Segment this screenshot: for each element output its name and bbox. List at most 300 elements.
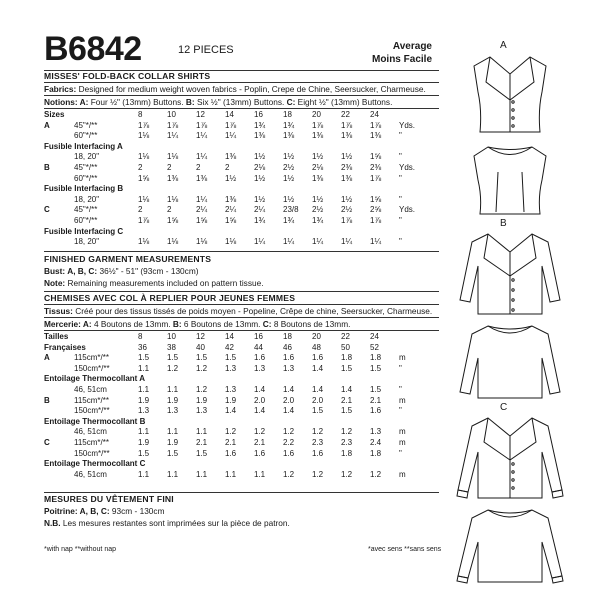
size-cell: 10 bbox=[167, 110, 176, 119]
yardage-cell: 1½ bbox=[341, 194, 353, 204]
size-cell: 12 bbox=[196, 110, 205, 119]
yardage-row bbox=[44, 427, 419, 438]
yardage-cell: 2.1 bbox=[254, 437, 266, 447]
footnote-english: *with nap **without nap bbox=[44, 546, 116, 553]
fabric-width bbox=[44, 470, 138, 481]
yardage-cell: 1.1 bbox=[167, 469, 179, 479]
english-bust: Bust: A, B, C: 36½" - 51" (93cm - 130cm) bbox=[44, 266, 199, 276]
sizes-label: Tailles bbox=[44, 332, 69, 341]
interfacing-label: Fusible Interfacing B bbox=[44, 184, 124, 194]
yardage-cell: 2⅛ bbox=[254, 162, 266, 172]
english-notions: Notions: A: Four ½" (13mm) Buttons. B: Six ½" (13mm) Buttons. C: Eight ½" (13mm) Buttons. bbox=[44, 97, 393, 107]
yardage-row bbox=[44, 364, 419, 375]
yardage-cell: 2 bbox=[138, 205, 143, 215]
yardage-cell: 1⅝ bbox=[138, 173, 150, 183]
interfacing-header-row bbox=[44, 374, 419, 385]
size-cell: 20 bbox=[312, 332, 321, 341]
interfacing-header-row bbox=[44, 142, 419, 153]
size-cell: 8 bbox=[138, 332, 143, 341]
size-cell: 14 bbox=[225, 110, 234, 119]
unit-cell: m bbox=[399, 469, 406, 479]
yardage-cell: 1⅞ bbox=[225, 120, 237, 130]
yardage-cell: 1.6 bbox=[283, 353, 295, 363]
view-b-back bbox=[460, 326, 560, 398]
yardage-cell: 1.2 bbox=[341, 427, 353, 437]
yardage-cell: 1⅛ bbox=[138, 237, 150, 247]
yardage-row bbox=[44, 205, 419, 216]
yardage-cell: 1⅜ bbox=[225, 194, 237, 204]
yardage-cell: 2⅜ bbox=[370, 162, 382, 172]
unit-cell: " bbox=[399, 384, 402, 394]
yardage-cell: 1¾ bbox=[283, 215, 295, 225]
view-letter: C bbox=[44, 205, 50, 215]
english-yardage-table bbox=[44, 110, 419, 248]
footnote-french: *avec sens **sans sens bbox=[368, 546, 442, 553]
view-label-c: C bbox=[500, 402, 508, 413]
english-note: Note: Remaining measurements included on pattern tissue. bbox=[44, 278, 264, 288]
yardage-cell: 2¼ bbox=[196, 205, 208, 215]
yardage-cell: 1⅜ bbox=[225, 152, 237, 162]
unit-cell: " bbox=[399, 173, 402, 183]
yardage-cell: 1.4 bbox=[341, 384, 353, 394]
yardage-cell: 1.3 bbox=[225, 363, 237, 373]
view-letter: A bbox=[44, 353, 50, 363]
unit-cell: m bbox=[399, 395, 406, 405]
view-letter: C bbox=[44, 437, 50, 447]
yardage-cell: 1.2 bbox=[283, 469, 295, 479]
view-letter: A bbox=[44, 120, 50, 130]
yardage-cell: 1¾ bbox=[283, 120, 295, 130]
yardage-cell: 2.0 bbox=[283, 395, 295, 405]
yardage-cell: 1⅜ bbox=[341, 131, 353, 141]
yardage-cell: 1¼ bbox=[225, 131, 237, 141]
size-cell: 16 bbox=[254, 110, 263, 119]
yardage-cell: 1⅜ bbox=[370, 131, 382, 141]
fabric-width-text: 18, 20" bbox=[74, 152, 100, 162]
yardage-row bbox=[44, 163, 419, 174]
size-cell: 8 bbox=[138, 110, 143, 119]
view-c-illustration bbox=[450, 414, 570, 584]
fabric-width-text: 46, 51cm bbox=[74, 427, 107, 437]
yardage-cell: 1⅞ bbox=[370, 120, 382, 130]
yardage-cell: 1.4 bbox=[283, 384, 295, 394]
pattern-number: B6842 bbox=[44, 30, 142, 68]
fabric-width bbox=[44, 131, 138, 142]
yardage-cell: 1.5 bbox=[196, 353, 208, 363]
yardage-cell: 2½ bbox=[312, 205, 324, 215]
yardage-cell: 1⅛ bbox=[138, 194, 150, 204]
unit-cell: Yds. bbox=[399, 120, 416, 130]
view-a-back bbox=[474, 147, 546, 214]
yardage-cell: 1.2 bbox=[196, 384, 208, 394]
yardage-cell: 2.0 bbox=[254, 395, 266, 405]
french-notions: Mercerie: A: 4 Boutons de 13mm. B: 6 Boutons de 13mm. C: 8 Boutons de 13mm. bbox=[44, 319, 351, 329]
yardage-cell: 1.1 bbox=[167, 384, 179, 394]
fabric-width bbox=[44, 449, 138, 460]
divider bbox=[44, 492, 439, 493]
unit-cell: " bbox=[399, 131, 402, 141]
yardage-cell: 1.5 bbox=[341, 406, 353, 416]
yardage-cell: 2⅝ bbox=[370, 205, 382, 215]
yardage-cell: 1.1 bbox=[138, 363, 150, 373]
fabric-width bbox=[44, 216, 138, 227]
yardage-cell: 1½ bbox=[283, 152, 295, 162]
yardage-cell: 1.3 bbox=[370, 427, 382, 437]
interfacing-label: Fusible Interfacing C bbox=[44, 226, 124, 236]
yardage-row bbox=[44, 353, 419, 364]
view-a-illustration bbox=[450, 52, 570, 217]
interfacing-label: Fusible Interfacing A bbox=[44, 141, 123, 151]
size-cell: 20 bbox=[312, 110, 321, 119]
yardage-cell: 1.5 bbox=[370, 384, 382, 394]
yardage-cell: 1½ bbox=[254, 173, 266, 183]
size-header-row bbox=[44, 332, 419, 343]
fabric-width-text: 18, 20" bbox=[74, 237, 100, 247]
yardage-row bbox=[44, 385, 419, 396]
yardage-cell: 1.3 bbox=[225, 384, 237, 394]
fabric-width bbox=[44, 237, 138, 248]
yardage-cell: 1.1 bbox=[225, 469, 237, 479]
divider bbox=[44, 291, 439, 292]
size-cell: 22 bbox=[341, 332, 350, 341]
size-cell: 24 bbox=[370, 332, 379, 341]
yardage-cell: 1½ bbox=[312, 152, 324, 162]
yardage-cell: 1.1 bbox=[196, 469, 208, 479]
yardage-cell: 1⅛ bbox=[196, 237, 208, 247]
yardage-cell: 1.5 bbox=[138, 353, 150, 363]
yardage-cell: 1.4 bbox=[283, 406, 295, 416]
yardage-cell: 2.1 bbox=[370, 395, 382, 405]
unit-cell: " bbox=[399, 152, 402, 162]
yardage-cell: 1⅛ bbox=[138, 152, 150, 162]
unit-cell: m bbox=[399, 437, 406, 447]
size-cell: 48 bbox=[312, 342, 321, 352]
yardage-row bbox=[44, 449, 419, 460]
yardage-cell: 1¼ bbox=[254, 237, 266, 247]
yardage-cell: 2 bbox=[138, 162, 143, 172]
english-title: MISSES' FOLD-BACK COLLAR SHIRTS bbox=[44, 71, 211, 81]
yardage-cell: 1.1 bbox=[254, 469, 266, 479]
fabric-width: 45"*/** bbox=[74, 120, 98, 130]
yardage-cell: 1⅛ bbox=[167, 237, 179, 247]
yardage-row bbox=[44, 174, 419, 185]
view-letter: B bbox=[44, 395, 50, 405]
fabric-width: 45"*/** bbox=[74, 205, 98, 215]
yardage-cell: 1.2 bbox=[312, 469, 324, 479]
yardage-cell: 1.5 bbox=[138, 448, 150, 458]
yardage-row bbox=[44, 470, 419, 481]
yardage-cell: 2.1 bbox=[225, 437, 237, 447]
yardage-cell: 1⅞ bbox=[370, 215, 382, 225]
divider bbox=[44, 251, 439, 252]
size-cell: 16 bbox=[254, 332, 263, 341]
interfacing-label: Entoilage Thermocollant C bbox=[44, 459, 146, 469]
size-cell: 18 bbox=[283, 332, 292, 341]
unit-cell: " bbox=[399, 194, 402, 204]
yardage-cell: 1.3 bbox=[196, 406, 208, 416]
view-a-front bbox=[474, 57, 546, 132]
view-row-label bbox=[44, 121, 138, 132]
interfacing-header-row bbox=[44, 417, 419, 428]
yardage-cell: 1.5 bbox=[167, 353, 179, 363]
yardage-cell: 1.2 bbox=[167, 363, 179, 373]
fabric-width: 115cm*/** bbox=[74, 353, 109, 363]
view-row-label bbox=[44, 353, 138, 364]
yardage-cell: 1⅞ bbox=[167, 120, 179, 130]
view-b-front bbox=[460, 234, 560, 314]
view-label-a: A bbox=[500, 40, 507, 51]
yardage-row bbox=[44, 396, 419, 407]
yardage-cell: 1⅞ bbox=[341, 215, 353, 225]
yardage-cell: 1½ bbox=[254, 152, 266, 162]
yardage-cell: 2 bbox=[196, 162, 201, 172]
yardage-cell: 1.2 bbox=[370, 469, 382, 479]
view-letter: B bbox=[44, 162, 50, 172]
yardage-row bbox=[44, 237, 419, 248]
yardage-cell: 1.1 bbox=[138, 469, 150, 479]
yardage-cell: 1.8 bbox=[370, 353, 382, 363]
yardage-cell: 1.5 bbox=[225, 353, 237, 363]
size-cell: 14 bbox=[225, 332, 234, 341]
yardage-cell: 1.3 bbox=[283, 363, 295, 373]
french-bust: Poitrine: A, B, C: 93cm - 130cm bbox=[44, 506, 165, 516]
yardage-row bbox=[44, 195, 419, 206]
unit-cell: Yds. bbox=[399, 162, 416, 172]
yardage-cell: 1⅝ bbox=[196, 215, 208, 225]
yardage-cell: 1.5 bbox=[196, 448, 208, 458]
yardage-cell: 1.6 bbox=[283, 448, 295, 458]
size-cell: 24 bbox=[370, 110, 379, 119]
yardage-cell: 1¼ bbox=[283, 237, 295, 247]
fabric-width bbox=[44, 364, 138, 375]
yardage-cell: 1¼ bbox=[196, 152, 208, 162]
yardage-cell: 1.4 bbox=[312, 363, 324, 373]
yardage-cell: 1.5 bbox=[312, 406, 324, 416]
yardage-cell: 1¼ bbox=[196, 194, 208, 204]
french-note: N.B. Les mesures restantes sont imprimées sur la pièce de patron. bbox=[44, 518, 290, 528]
yardage-cell: 1.3 bbox=[254, 363, 266, 373]
view-b-illustration bbox=[450, 230, 570, 400]
difficulty-fr: Moins Facile bbox=[371, 54, 432, 65]
yardage-cell: 2⅛ bbox=[312, 162, 324, 172]
yardage-cell: 1.4 bbox=[225, 406, 237, 416]
yardage-cell: 1.9 bbox=[196, 395, 208, 405]
yardage-cell: 1.2 bbox=[312, 427, 324, 437]
yardage-cell: 1⅛ bbox=[167, 152, 179, 162]
yardage-cell: 1.6 bbox=[254, 448, 266, 458]
fabric-width bbox=[44, 385, 138, 396]
yardage-cell: 1⅞ bbox=[138, 120, 150, 130]
yardage-cell: 1⅝ bbox=[225, 215, 237, 225]
unit-cell: m bbox=[399, 353, 406, 363]
yardage-cell: 1.4 bbox=[254, 406, 266, 416]
french-title: CHEMISES AVEC COL À REPLIER POUR JEUNES FEMMES bbox=[44, 293, 296, 303]
fabric-width-text: 60"*/** bbox=[74, 131, 98, 141]
sizes-label: Sizes bbox=[44, 110, 65, 119]
yardage-cell: 2 bbox=[225, 162, 230, 172]
piece-count: 12 PIECES bbox=[178, 44, 234, 56]
yardage-cell: 1.9 bbox=[167, 395, 179, 405]
yardage-cell: 1⅜ bbox=[254, 131, 266, 141]
fabric-width-text: 150cm*/** bbox=[74, 406, 110, 416]
view-row-label bbox=[44, 205, 138, 216]
yardage-cell: 1.3 bbox=[138, 406, 150, 416]
yardage-cell: 2¼ bbox=[254, 205, 266, 215]
yardage-cell: 1.1 bbox=[167, 427, 179, 437]
yardage-cell: 1⅞ bbox=[196, 120, 208, 130]
yardage-cell: 1.2 bbox=[341, 469, 353, 479]
yardage-cell: 1.8 bbox=[341, 448, 353, 458]
interfacing-label: Entoilage Thermocollant A bbox=[44, 374, 146, 384]
size-cell: 52 bbox=[370, 342, 379, 352]
yardage-cell: 1.9 bbox=[167, 437, 179, 447]
yardage-cell: 1.9 bbox=[138, 437, 150, 447]
yardage-cell: 1⅜ bbox=[167, 173, 179, 183]
fabric-width bbox=[44, 195, 138, 206]
unit-cell: " bbox=[399, 406, 402, 416]
size-cell: 42 bbox=[225, 342, 234, 352]
yardage-cell: 1.5 bbox=[370, 363, 382, 373]
yardage-cell: 1½ bbox=[283, 194, 295, 204]
view-row-label bbox=[44, 396, 138, 407]
yardage-cell: 1¼ bbox=[167, 131, 179, 141]
yardage-cell: 2.2 bbox=[283, 437, 295, 447]
divider bbox=[44, 304, 439, 305]
divider bbox=[44, 330, 439, 331]
unit-cell: " bbox=[399, 237, 402, 247]
fabric-width: 115cm*/** bbox=[74, 437, 109, 447]
fabric-width-text: 46, 51cm bbox=[74, 469, 107, 479]
yardage-cell: 1½ bbox=[254, 194, 266, 204]
yardage-cell: 2 bbox=[167, 162, 172, 172]
divider bbox=[44, 82, 439, 83]
yardage-cell: 1.6 bbox=[370, 406, 382, 416]
size-header-row bbox=[44, 110, 419, 121]
yardage-cell: 1.1 bbox=[138, 427, 150, 437]
size-cell: 50 bbox=[341, 342, 350, 352]
size-cell: 36 bbox=[138, 342, 147, 352]
yardage-cell: 1⅞ bbox=[138, 215, 150, 225]
fabric-width-text: 18, 20" bbox=[74, 194, 100, 204]
yardage-cell: 1.2 bbox=[225, 427, 237, 437]
yardage-cell: 2.1 bbox=[341, 395, 353, 405]
yardage-cell: 2⅜ bbox=[341, 162, 353, 172]
yardage-cell: 1¼ bbox=[341, 237, 353, 247]
yardage-cell: 1½ bbox=[312, 194, 324, 204]
fabric-width: 115cm*/** bbox=[74, 395, 109, 405]
unit-cell: " bbox=[399, 448, 402, 458]
divider bbox=[44, 95, 439, 96]
view-c-back bbox=[457, 510, 563, 583]
french-size-header-row bbox=[44, 343, 419, 354]
yardage-cell: 1.5 bbox=[341, 363, 353, 373]
size-cell: 12 bbox=[196, 332, 205, 341]
yardage-cell: 2.1 bbox=[196, 437, 208, 447]
interfacing-header-row bbox=[44, 227, 419, 238]
unit-cell: " bbox=[399, 215, 402, 225]
yardage-cell: 1⅞ bbox=[312, 120, 324, 130]
size-cell: 38 bbox=[167, 342, 176, 352]
yardage-cell: 1⅜ bbox=[312, 131, 324, 141]
yardage-cell: 1.6 bbox=[312, 353, 324, 363]
yardage-cell: 1¼ bbox=[196, 131, 208, 141]
divider bbox=[44, 317, 439, 318]
interfacing-header-row bbox=[44, 459, 419, 470]
yardage-cell: 1.2 bbox=[196, 363, 208, 373]
yardage-cell: 2.0 bbox=[312, 395, 324, 405]
yardage-cell: 1¾ bbox=[254, 215, 266, 225]
fabric-width bbox=[44, 152, 138, 163]
fabric-width bbox=[44, 406, 138, 417]
yardage-cell: 1¾ bbox=[312, 215, 324, 225]
fabric-width: 45"*/** bbox=[74, 162, 98, 172]
fabric-width-text: 150cm*/** bbox=[74, 448, 110, 458]
yardage-cell: 1.6 bbox=[225, 448, 237, 458]
english-finished-title: FINISHED GARMENT MEASUREMENTS bbox=[44, 254, 212, 264]
french-fabrics: Tissus: Créé pour des tissus tissés de poids moyen - Popeline, Crêpe de chine, Seersucker, Charmeuse. bbox=[44, 306, 433, 316]
yardage-cell: 2¼ bbox=[225, 205, 237, 215]
yardage-row bbox=[44, 216, 419, 227]
yardage-cell: 1½ bbox=[341, 152, 353, 162]
yardage-cell: 2½ bbox=[283, 162, 295, 172]
yardage-cell: 1.9 bbox=[138, 395, 150, 405]
fabric-width-text: 60"*/** bbox=[74, 215, 98, 225]
interfacing-header-row bbox=[44, 184, 419, 195]
size-cell: 40 bbox=[196, 342, 205, 352]
yardage-cell: 1.1 bbox=[196, 427, 208, 437]
yardage-cell: 1.4 bbox=[312, 384, 324, 394]
yardage-row bbox=[44, 438, 419, 449]
yardage-cell: 2.4 bbox=[370, 437, 382, 447]
yardage-row bbox=[44, 121, 419, 132]
yardage-cell: 1.5 bbox=[167, 448, 179, 458]
yardage-cell: 23/8 bbox=[283, 205, 299, 215]
yardage-cell: 1½ bbox=[225, 173, 237, 183]
yardage-cell: 1.8 bbox=[341, 353, 353, 363]
yardage-cell: 1¼ bbox=[370, 237, 382, 247]
yardage-cell: 1⅜ bbox=[312, 173, 324, 183]
yardage-cell: 2.3 bbox=[312, 437, 324, 447]
french-finished-title: MESURES DU VÊTEMENT FINI bbox=[44, 494, 174, 504]
yardage-cell: 1.8 bbox=[370, 448, 382, 458]
french-metrage-table bbox=[44, 332, 419, 480]
view-row-label bbox=[44, 163, 138, 174]
view-label-b: B bbox=[500, 218, 507, 229]
size-cell: 10 bbox=[167, 332, 176, 341]
yardage-cell: 2.3 bbox=[341, 437, 353, 447]
interfacing-label: Entoilage Thermocollant B bbox=[44, 416, 146, 426]
size-cell: 22 bbox=[341, 110, 350, 119]
yardage-cell: 2 bbox=[167, 205, 172, 215]
fabric-width-text: 150cm*/** bbox=[74, 363, 110, 373]
yardage-cell: 1⅛ bbox=[225, 237, 237, 247]
yardage-cell: 1⅞ bbox=[341, 120, 353, 130]
difficulty-en: Average bbox=[392, 41, 432, 52]
yardage-cell: 1⅜ bbox=[196, 173, 208, 183]
yardage-cell: 1⅞ bbox=[370, 173, 382, 183]
yardage-cell: 1.2 bbox=[254, 427, 266, 437]
yardage-cell: 1⅝ bbox=[370, 194, 382, 204]
yardage-cell: 1⅝ bbox=[370, 152, 382, 162]
yardage-row bbox=[44, 152, 419, 163]
unit-cell: Yds. bbox=[399, 205, 416, 215]
yardage-cell: 1⅛ bbox=[138, 131, 150, 141]
yardage-cell: 1.6 bbox=[254, 353, 266, 363]
size-cell: 44 bbox=[254, 342, 263, 352]
yardage-cell: 1⅝ bbox=[167, 215, 179, 225]
english-fabrics: Fabrics: Designed for medium weight woven fabrics - Poplin, Crepe de Chine, Seersucker, Charmeuse. bbox=[44, 84, 426, 94]
yardage-cell: 1.6 bbox=[312, 448, 324, 458]
